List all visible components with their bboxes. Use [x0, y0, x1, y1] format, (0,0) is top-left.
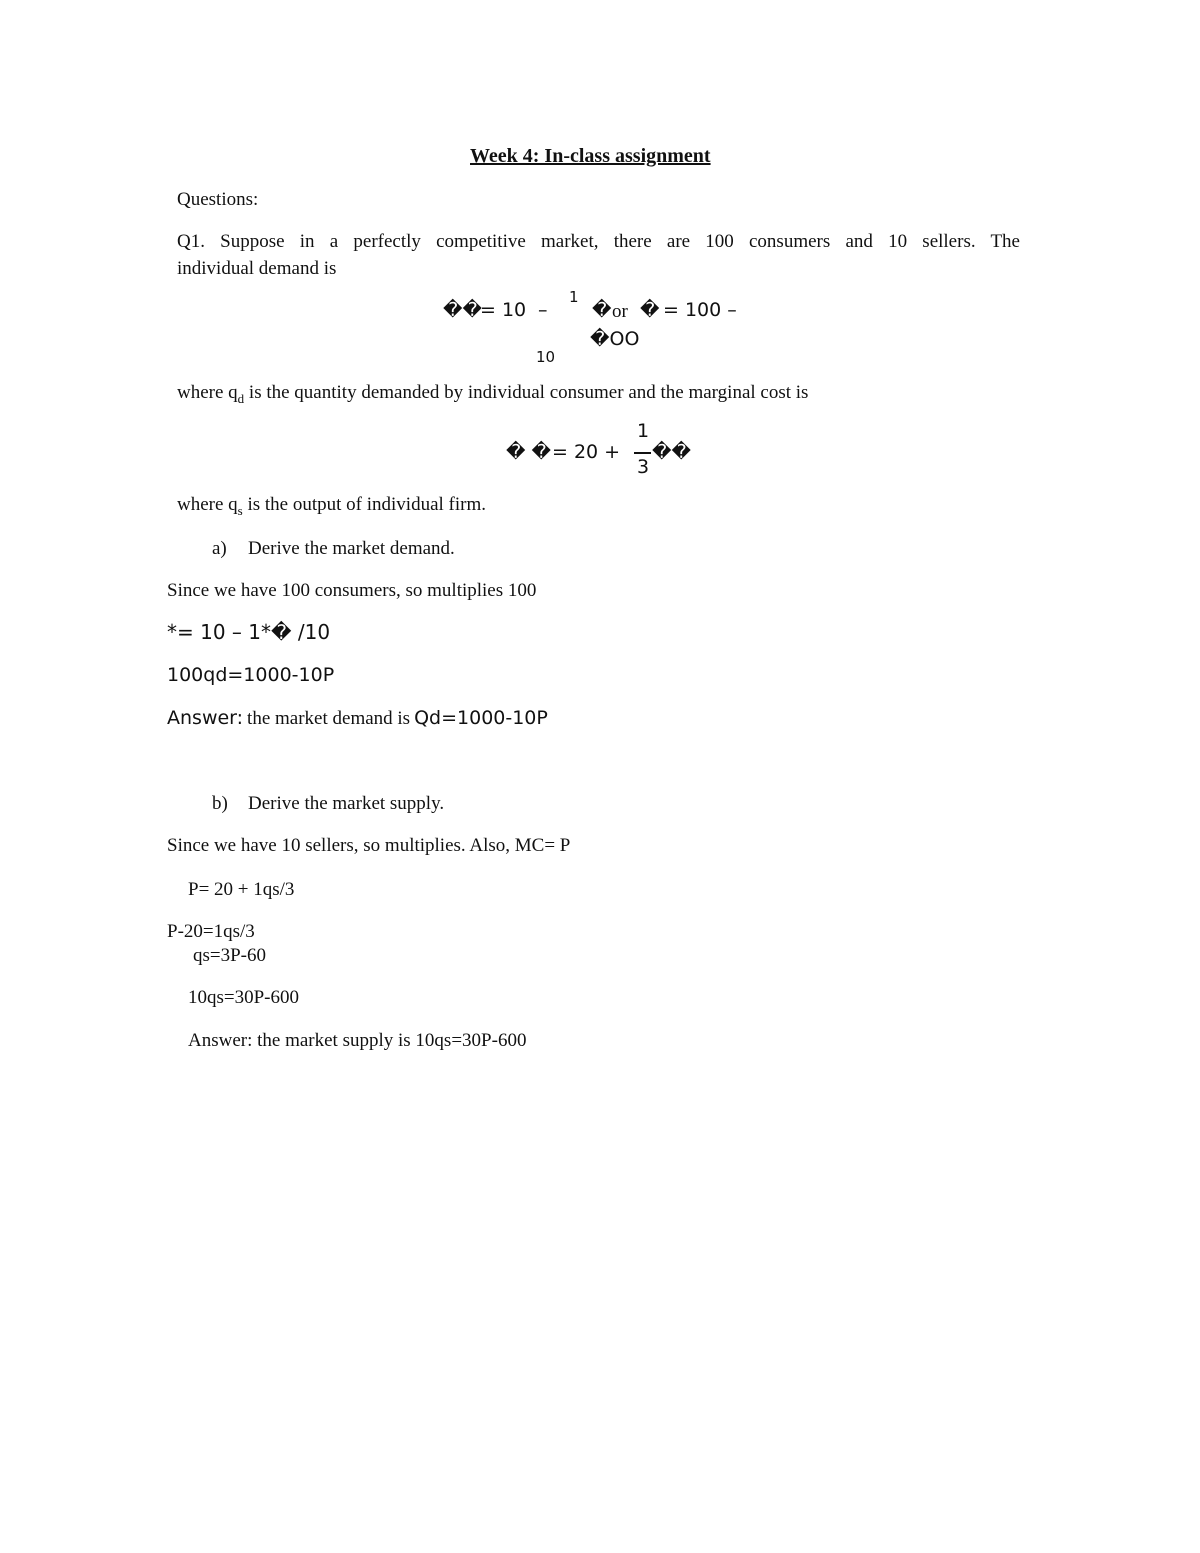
part-b-marker: b)	[212, 793, 228, 814]
part-b-question: Derive the market supply.	[248, 793, 445, 814]
part-a-answer-eq: Qd=1000-10P	[414, 707, 548, 729]
demand-lhs: ��	[443, 299, 482, 321]
part-a-answer-prefix: Answer:	[167, 707, 244, 729]
demand-eq-part2: = 100 –	[663, 299, 737, 321]
part-a-answer	[167, 707, 548, 730]
demand-or: or	[612, 301, 628, 322]
where-qd-line: where $q_d$ is the quantity demanded by individual consumer and the marginal cost is	[177, 382, 809, 406]
part-a-line-2: *= 10 – 1*� /10	[167, 620, 331, 644]
part-b-line-4: qs=3P-60	[193, 945, 267, 966]
demand-minus: –	[538, 299, 548, 321]
demand-tail: �OO	[590, 328, 640, 350]
part-a-marker: a)	[212, 538, 227, 559]
questions-label: Questions:	[177, 189, 259, 210]
page-title: Week 4: In-class assignment	[470, 145, 711, 167]
demand-var: �	[592, 299, 612, 321]
part-b-line-2: P= 20 + 1qs/3	[188, 879, 295, 900]
mc-lhs: � �	[506, 441, 552, 463]
demand-frac-den: 10	[536, 348, 556, 366]
part-b-line-5: 10qs=30P-600	[188, 987, 300, 1008]
part-b-line-3: P-20=1qs/3	[167, 921, 255, 942]
part-a-line-1: Since we have 100 consumers, so multiplies 100	[167, 580, 537, 601]
part-a-answer-text: the market demand is	[247, 708, 411, 729]
q1-line-1: Q1. Suppose in a perfectly competitive market, there are 100 consumers and 10 sellers. The	[177, 231, 1020, 252]
where-qs-line: where $q_s$ is the output of individual firm.	[177, 494, 487, 518]
mc-rhs: = 20 +	[552, 441, 621, 463]
demand-p: �	[640, 299, 660, 321]
demand-frac-num: 1	[569, 288, 579, 306]
mc-var: ��	[652, 441, 691, 463]
part-b-line-6: Answer: the market supply is 10qs=30P-600	[188, 1030, 527, 1051]
mc-frac-num: 1	[637, 420, 650, 442]
part-a-line-3: 100qd=1000-10P	[167, 664, 335, 686]
q1-line-2: individual demand is	[177, 258, 337, 279]
demand-eq-part1: = 10	[480, 299, 527, 321]
mc-frac-den: 3	[637, 456, 650, 478]
part-b-line-1: Since we have 10 sellers, so multiplies. Also, MC= P	[167, 835, 571, 856]
part-a-question: Derive the market demand.	[248, 538, 455, 559]
mc-frac-bar	[634, 452, 651, 454]
